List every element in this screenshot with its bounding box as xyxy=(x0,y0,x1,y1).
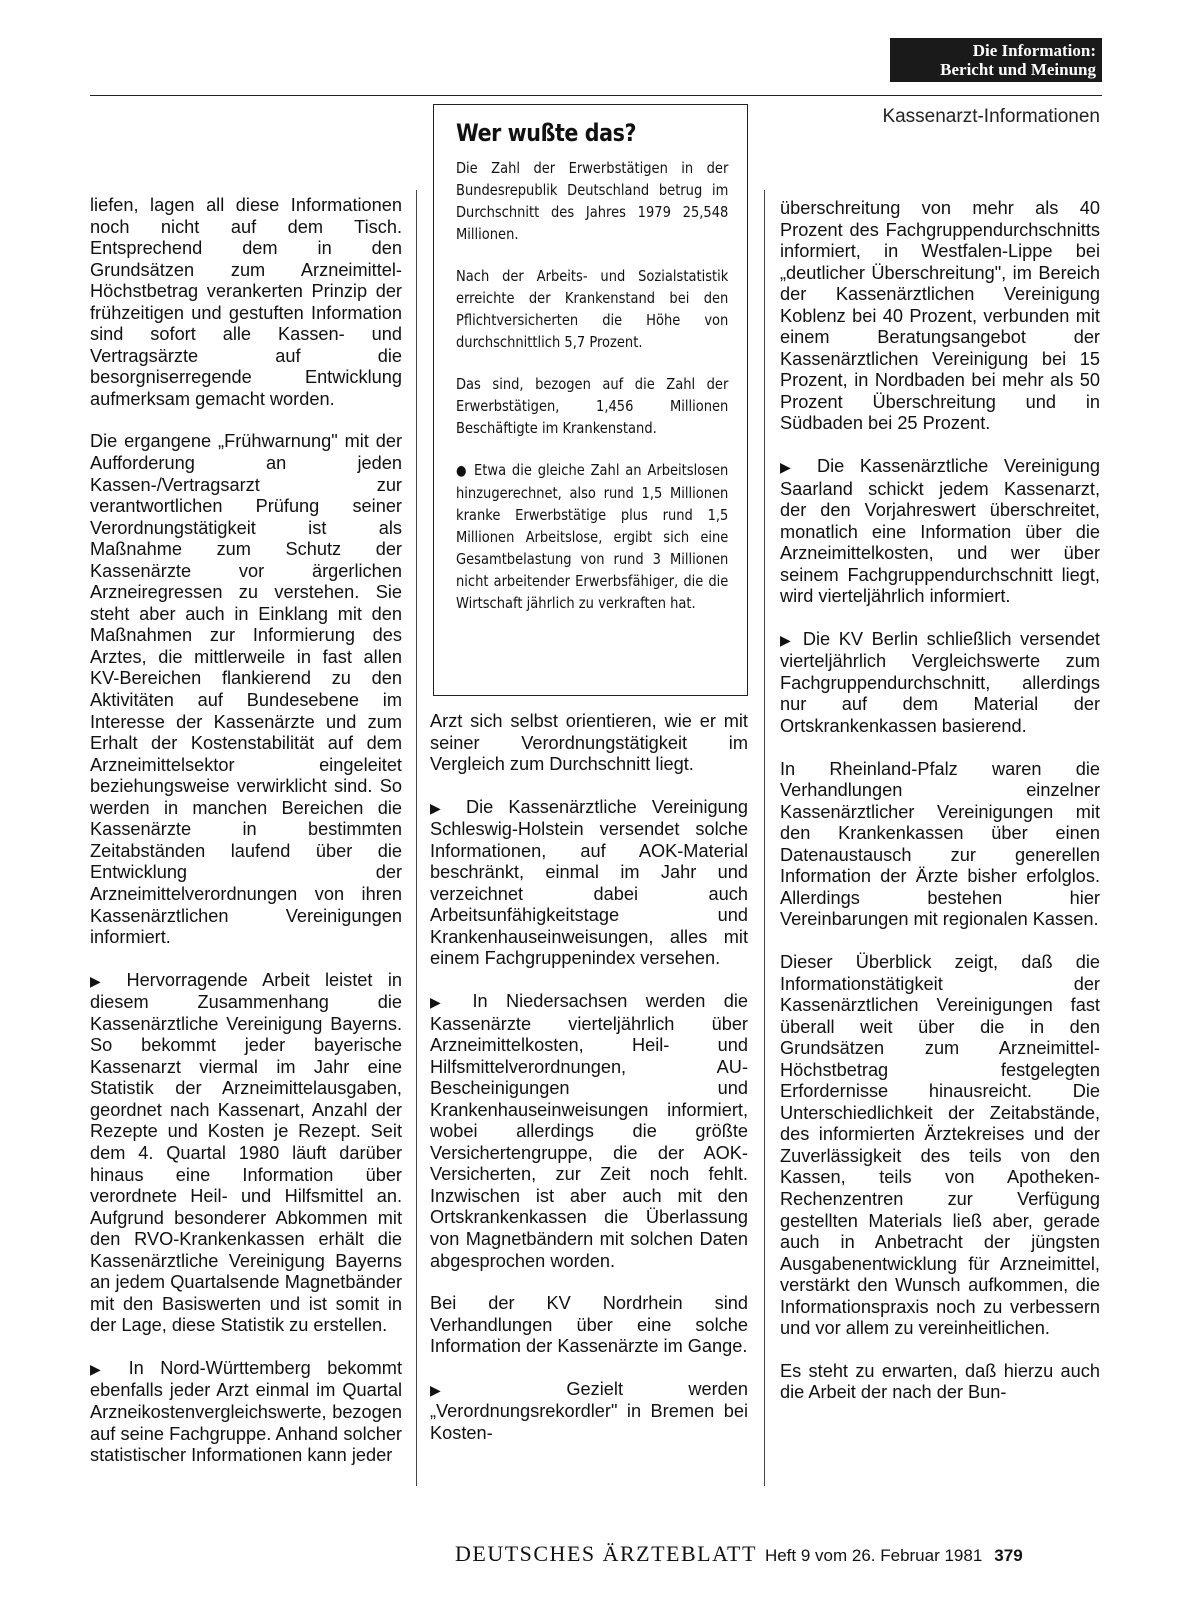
paragraph-text: In Niedersachsen werden die Kassenärzte vierteljährlich über Arzneimittelkosten, Heil- und Hilfsmittelverordnungen, AU-Bescheinigungen und Krankenhauseinweisungen informiert, wobei allerdings die größte Versichertengruppe, die der AOK-Versicherten, zur Zeit noch fehlt. Inzwischen ist aber auch mit den Ortskrankenkassen die Überlassung von Magnetbändern mit solchen Daten abgesprochen worden. xyxy=(430,991,748,1271)
paragraph xyxy=(90,1358,402,1467)
journal-name: DEUTSCHES ÄRZTEBLATT xyxy=(455,1541,757,1566)
info-box-paragraph: Nach der Arbeits- und Sozialstatistik erreichte der Krankenstand bei den Pflichtversicherten die Höhe von durchschnittlich 5,7 Prozent. xyxy=(456,267,729,351)
info-box-title: Wer wußte das? xyxy=(456,119,636,147)
issue-info: Heft 9 vom 26. Februar 1981 xyxy=(764,1546,983,1565)
paragraph-text: Die Kassenärztliche Vereinigung Saarland schickt jedem Kassenarzt, der den Vorjahreswert überschreitet, monatlich eine Information über die Arzneimittelkosten, und wer über seinem Fachgruppendurchschnitt liegt, wird vierteljährlich informiert. xyxy=(780,456,1100,607)
badge-line-2: Bericht und Meinung xyxy=(940,60,1096,79)
triangle-bullet-icon: ▶ xyxy=(430,994,455,1011)
paragraph-text: In Nord-Württemberg bekommt ebenfalls jeder Arzt einmal im Quartal Arzneikostenvergleichswerte, bezogen auf seine Fachgruppe. Anhand solcher statistischer Informationen kann jeder xyxy=(90,1357,402,1466)
triangle-bullet-icon: ▶ xyxy=(90,1360,113,1377)
bullet-icon: ● xyxy=(456,463,469,479)
paragraph xyxy=(780,456,1100,608)
info-box-text: Etwa die gleiche Zahl an Arbeitslosen hinzugerechnet, also rund 1,5 Millionen kranke Erwerbstätige plus rund 1,5 Millionen Arbeitslose, ergibt sich eine Gesamtbelastung von rund 3 Millionen nicht arbeitender Erwerbsfähiger, die die Wirtschaft jährlich zu verkraften hat. xyxy=(456,461,729,612)
paragraph: Es steht zu erwarten, daß hierzu auch die Arbeit der nach der Bun- xyxy=(780,1360,1100,1403)
info-box-paragraph xyxy=(456,459,728,614)
paragraph: Arzt sich selbst orientieren, wie er mit seiner Verordnungstätigkeit im Vergleich zum Durchschnitt liegt. xyxy=(430,711,748,775)
column-3 xyxy=(780,198,1100,1425)
header-rule xyxy=(90,95,1102,96)
column-divider-1 xyxy=(416,190,417,1486)
triangle-bullet-icon: ▶ xyxy=(780,631,795,648)
badge-line-1: Die Information: xyxy=(972,41,1096,60)
paragraph xyxy=(430,797,748,970)
info-box xyxy=(433,104,748,696)
info-box-paragraph: Die Zahl der Erwerbstätigen in der Bundesrepublik Deutschland betrug im Durchschnitt des Jahres 1979 25,548 Millionen. xyxy=(456,159,729,243)
paragraph: überschreitung von mehr als 40 Prozent des Fachgruppendurchschnitts informiert, in Westfalen-Lippe bei „deutlicher Überschreitung", im Bereich der Kassenärztlichen Vereinigung Koblenz bei 40 Prozent, verbunden mit einem Beratungsangebot der Kassenärztlichen Vereinigung bei 15 Prozent, in Nordbaden bei mehr als 50 Prozent Überschreitung und in Südbaden bei 25 Prozent. xyxy=(780,198,1100,434)
paragraph: Die ergangene „Frühwarnung" mit der Aufforderung an jeden Kassen-/Vertragsarzt zur verantwortlichen Prüfung seiner Verordnungstätigkeit ist als Maßnahme zum Schutz der Kassenärzte vor ärgerlichen Arzneiregressen zu verstehen. Sie steht aber auch in Einklang mit den Maßnahmen zur Informierung des Arztes, die mittlerweile in fast allen KV-Bereichen flankierend zu den Aktivitäten auf Bundesebene im Interesse der Kassenärzte und zum Erhalt der Kostenstabilität auf dem Arzneimittelsektor eingeleitet beziehungsweise verwirklicht sind. So werden in manchen Bereichen die Kassenärzte in bestimmten Zeitabständen laufend über die Entwicklung der Arzneimittelverordnungen von ihren Kassenärztlichen Vereinigungen informiert. xyxy=(90,431,402,948)
paragraph: Dieser Überblick zeigt, daß die Informationstätigkeit der Kassenärztlichen Vereinigungen fast überall weit über die in den Grundsätzen zum Arzneimittel-Höchstbetrag festgelegten Erfordernisse hinausreicht. Die Unterschiedlichkeit der Zeitabstände, des informierten Ärztekreises und der Zuverlässigkeit des teils von den Kassen, teils von Apotheken-Rechenzentren zur Verfügung gestellten Materials ließ aber, gerade auch in Anbetracht der jüngsten Ausgabenentwicklung für Arzneimittel, verstärkt den Wunsch aufkommen, die Informationspraxis noch zu verbessern und vor allem zu vereinheitlichen. xyxy=(780,951,1100,1339)
paragraph-text: Die KV Berlin schließlich versendet vierteljährlich Vergleichswerte zum Fachgruppendurchschnitt, allerdings nur auf dem Material der Ortskrankenkassen basierend. xyxy=(780,628,1100,737)
paragraph: liefen, lagen all diese Informationen noch nicht auf dem Tisch. Entsprechend dem in den Grundsätzen zum Arzneimittel-Höchstbetrag verankerten Prinzip der frühzeitigen und gestuften Information sind sofort alle Kassen- und Vertragsärzte auf die besorgniserregende Entwicklung aufmerksam gemacht worden. xyxy=(90,195,402,409)
section-badge xyxy=(890,38,1102,82)
info-box-paragraph: Das sind, bezogen auf die Zahl der Erwerbstätigen, 1,456 Millionen Beschäftigte im Krankenstand. xyxy=(456,375,729,437)
paragraph xyxy=(430,991,748,1272)
column-1 xyxy=(90,195,402,1488)
page-footer xyxy=(455,1541,1023,1567)
paragraph xyxy=(430,1379,748,1445)
triangle-bullet-icon: ▶ xyxy=(430,1381,502,1398)
triangle-bullet-icon: ▶ xyxy=(780,459,802,476)
page-number: 379 xyxy=(994,1546,1023,1565)
column-2 xyxy=(430,711,748,1465)
paragraph-text: Die Kassenärztliche Vereinigung Schleswig-Holstein versendet solche Informationen, auf AOK-Material beschränkt, einmal im Jahr und verzeichnet dabei auch Arbeitsunfähigkeitstage und Krankenhauseinweisungen, alles mit einem Fachgruppenindex versehen. xyxy=(430,796,748,969)
paragraph xyxy=(780,629,1100,738)
triangle-bullet-icon: ▶ xyxy=(430,799,451,816)
paragraph: Bei der KV Nordrhein sind Verhandlungen über eine solche Information der Kassenärzte im Gange. xyxy=(430,1293,748,1357)
paragraph: In Rheinland-Pfalz waren die Verhandlungen einzelner Kassenärztlicher Vereinigungen mit den Krankenkassen über einen Datenaustausch zur generellen Information der Ärzte bisher erfolglos. Allerdings bestehen hier Vereinbarungen mit regionalen Kassen. xyxy=(780,758,1100,930)
triangle-bullet-icon: ▶ xyxy=(90,972,112,989)
paragraph xyxy=(90,970,402,1337)
column-divider-2 xyxy=(764,190,765,1486)
paragraph-text: Hervorragende Arbeit leistet in diesem Zusammenhang die Kassenärztliche Vereinigung Bayerns. So bekommt jeder bayerische Kassenarzt viermal im Jahr eine Statistik der Arzneimittelausgaben, geordnet nach Kassenart, Anzahl der Rezepte und Kosten je Rezept. Seit dem 4. Quartal 1980 läuft darüber hinaus eine Information über verordnete Heil- und Hilfsmittel an. Aufgrund besonderer Abkommen mit den RVO-Krankenkassen erhält die Kassenärztliche Vereinigung Bayerns an jedem Quartalsende Magnetbänder mit den Basiswerten und ist somit in der Lage, diese Statistik zu erstellen. xyxy=(90,969,402,1336)
paragraph-text: Gezielt werden „Verordnungsrekordler" in Bremen bei Kosten- xyxy=(430,1378,748,1443)
section-title: Kassenarzt-Informationen xyxy=(882,106,1100,127)
